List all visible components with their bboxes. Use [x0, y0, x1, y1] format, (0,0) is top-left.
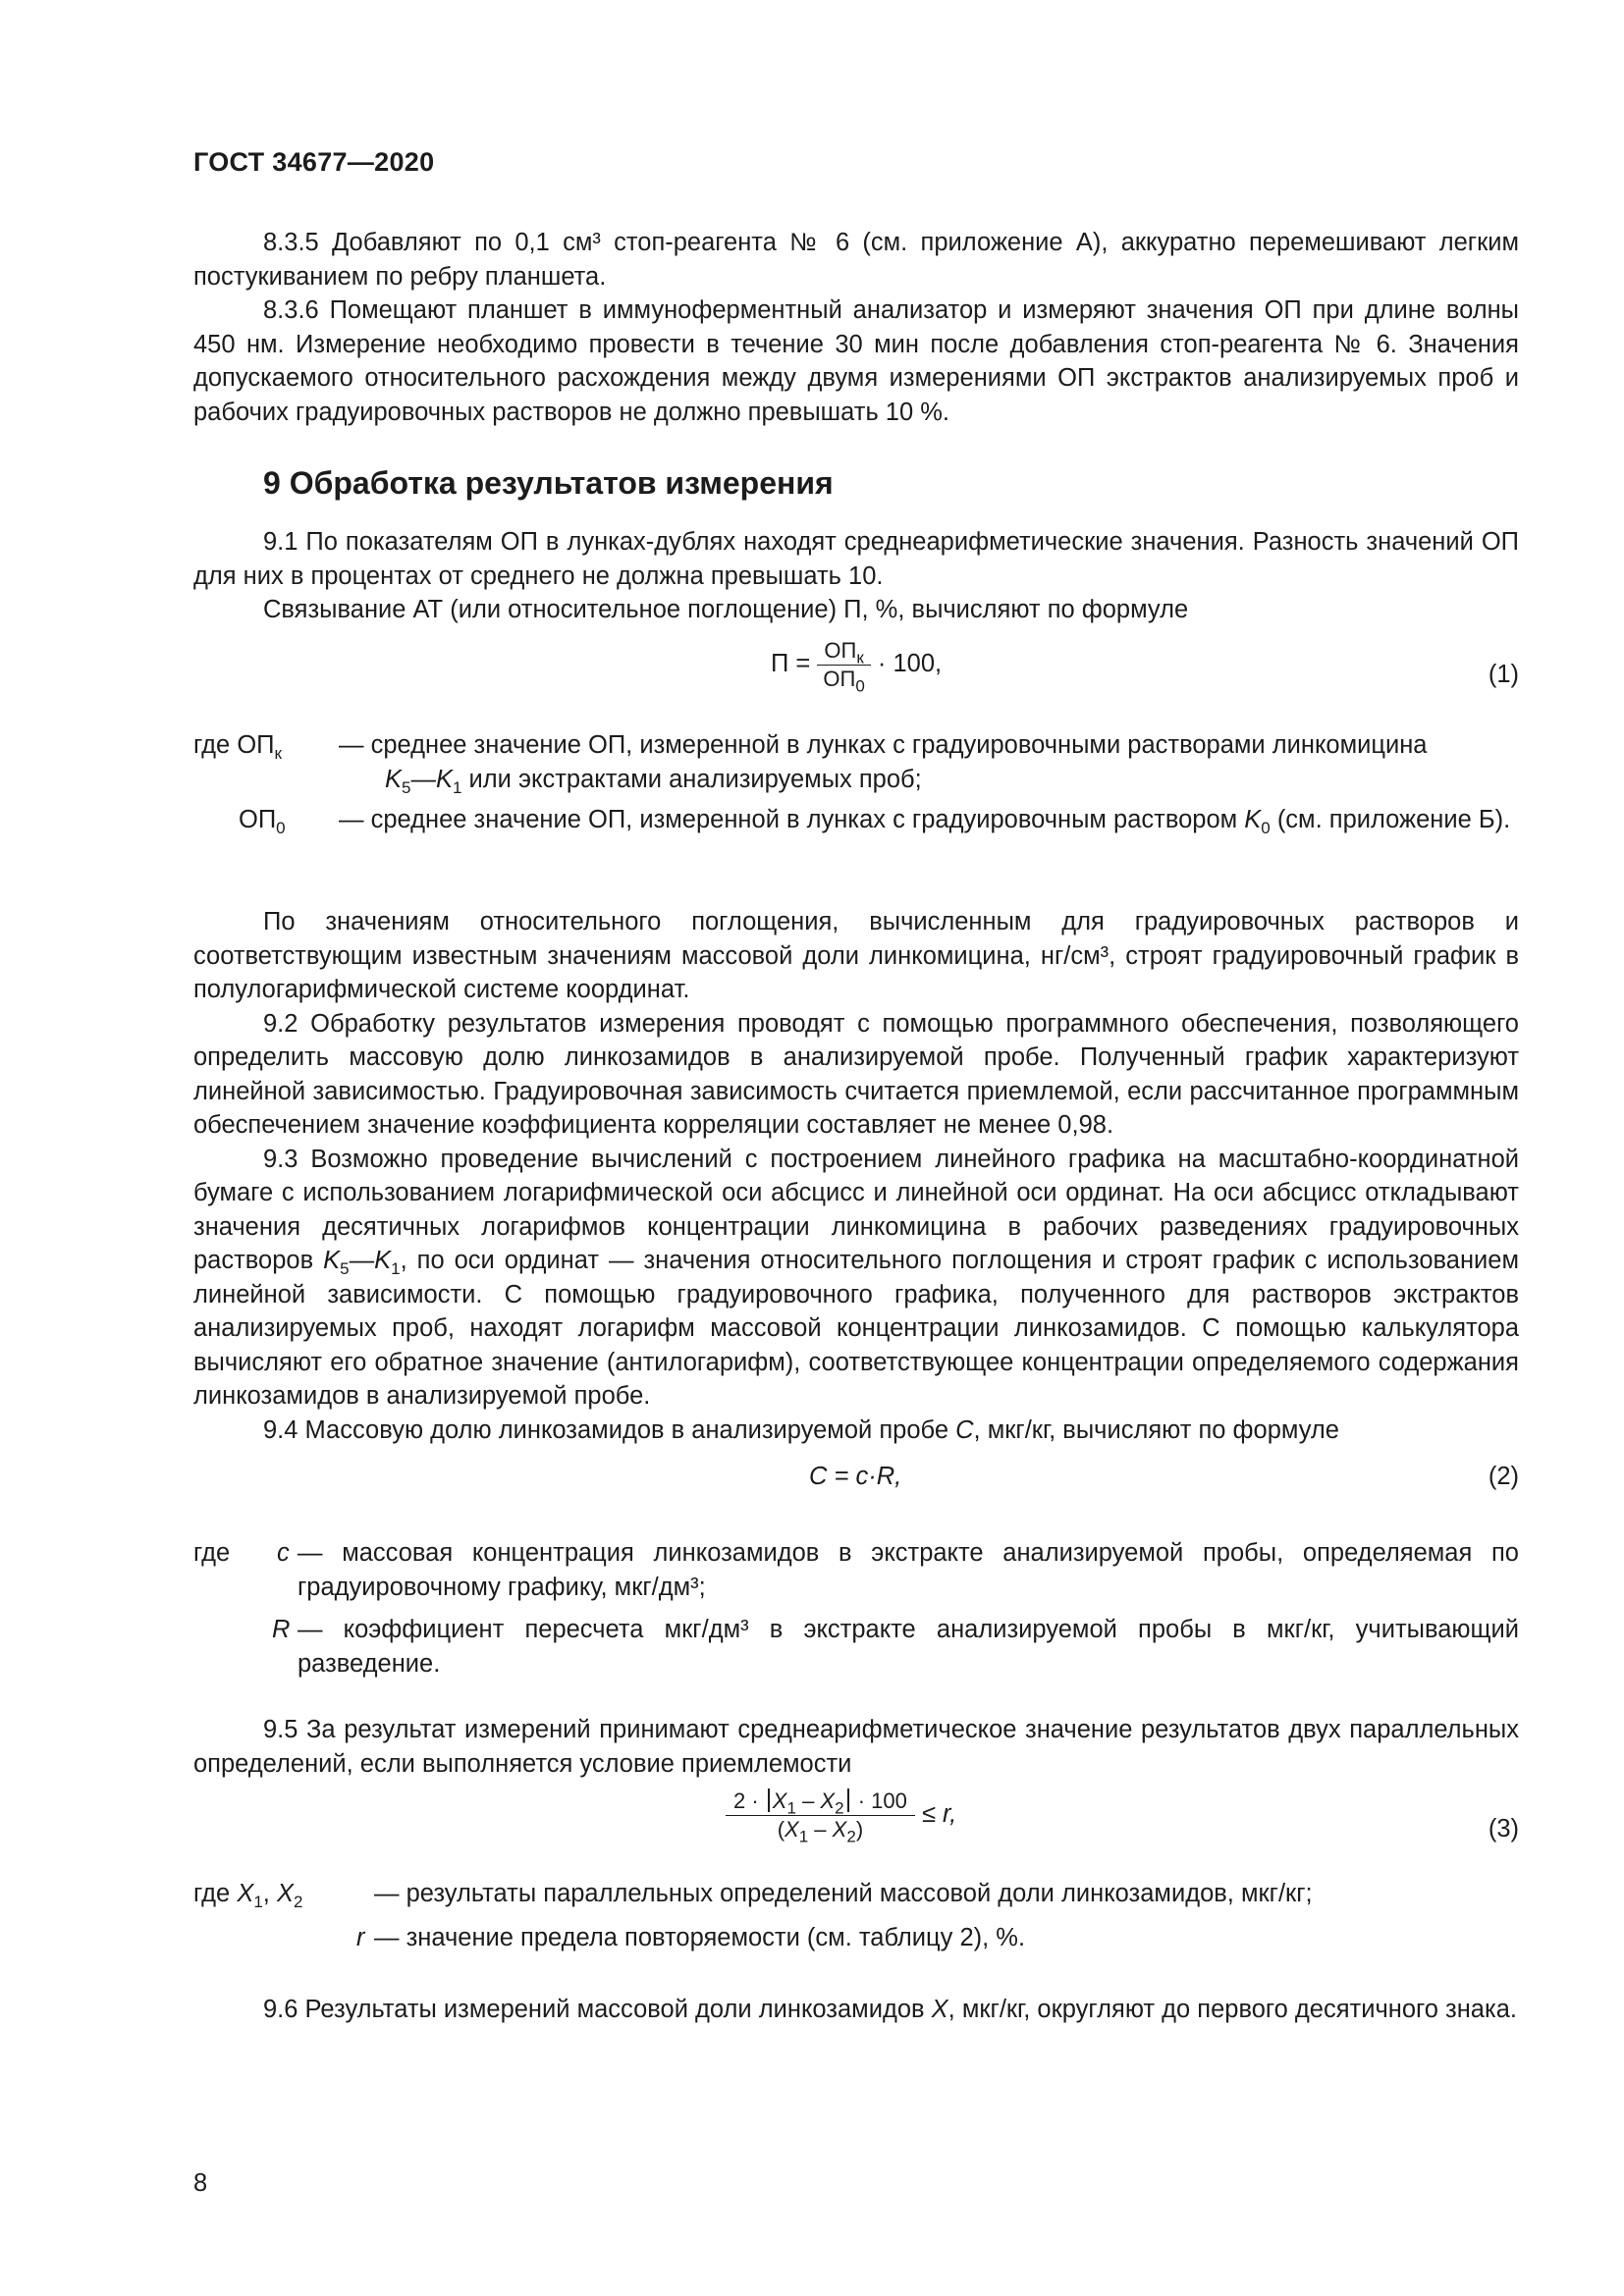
paragraph-9-6: [193, 1993, 1519, 2027]
abs-bar: [768, 1789, 770, 1812]
paragraph-9-4-text: 9.4 Массовую долю линкозамидов в анализируемой пробе: [263, 1415, 956, 1444]
paragraph-9-1-formula-intro: Связывание АТ (или относительное поглощение) П, %, вычисляют по формуле: [263, 596, 1189, 623]
formula-3-text: (: [777, 1817, 785, 1842]
definition-text: (см. приложение Б).: [1270, 806, 1511, 833]
definition-op-0: [193, 803, 1519, 872]
definition-text: — среднее значение ОП, измеренной в лунках с градуировочными растворами линкомицина: [339, 731, 1428, 759]
paragraph-9-3: [193, 1143, 1519, 1414]
paragraph-9-6-text: , мкг/кг, округляют до первого десятичного знака.: [947, 1996, 1517, 2023]
where-label: где: [193, 1880, 231, 1907]
definition-text: — значение предела повторяемости (см. таблицу 2), %.: [374, 1924, 1026, 1951]
formula-3-text: –: [795, 1789, 821, 1813]
formula-1-numerator: ОП: [824, 638, 857, 663]
symbol-sub: 1: [786, 1798, 796, 1818]
symbol-sub: 2: [846, 1827, 856, 1846]
symbol-k: K: [323, 1247, 341, 1274]
symbol-sub: 1: [453, 777, 462, 797]
page-header: ГОСТ 34677—2020: [193, 147, 435, 177]
definition-r-limit: [193, 1921, 1519, 1956]
definition-text: — массовая концентрация линкозамидов в экстракте анализируемой пробы, определяемая по градуировочному графику, мкг/дм³;: [298, 1539, 1519, 1601]
symbol-x: X: [237, 1880, 254, 1907]
symbol-sub: 0: [1261, 819, 1271, 838]
definition-term: ,: [262, 1880, 277, 1907]
definition-term: r: [356, 1924, 365, 1951]
formula-2: [193, 1460, 1519, 1528]
paragraph-9-3-text: , по оси ординат — значения относительного поглощения и строят график с использованием линейной зависимости. С помощью градуировочного графика, полученного для растворов экстрактов анализируемых проб, находят логарифм массовой концентрации линкозамидов. С помощью калькулятора вычисляют его обратное значение (антилогарифм), соответствующее концентрации определяемого содержания линкозамидов в анализируемой пробе.: [193, 1247, 1519, 1410]
definition-text: — среднее значение ОП, измеренной в лунках с градуировочным раствором: [339, 806, 1245, 833]
paragraph-9-2: 9.2 Обработку результатов измерения проводят с помощью программного обеспечения, позволяющего определить массовую долю линкозамидов в анализируемой пробе. Полученный график характеризуют линейной зависимостью. Градуировочная зависимость считается приемлемой, если рассчитанное программным обеспечением значение коэффициента корреляции составляет не менее 0,98.: [193, 1009, 1519, 1139]
definition-r: [193, 1613, 1519, 1682]
definition-term: ОП: [239, 806, 277, 833]
formula-2-expression: C = c·R,: [809, 1463, 902, 1490]
paragraph-graph: По значениям относительного поглощения, вычисленным для градуировочных растворов и соответствующим известным значениям массовой доли линкомицина, нг/см³, строят градуировочный график в полулогарифмической системе координат.: [193, 908, 1519, 1003]
paragraph-9-3-text: 9.3 Возможно проведение вычислений с построением линейного графика на масштабно-координатной бумаге с использованием логарифмической оси абсцисс и линейной оси ординат. На оси абсцисс откладывают значения десятичных логарифмов концентрации линкомицина в рабочих разведениях градуировочных растворов: [193, 1145, 1519, 1274]
section-8-3-5-8-3-6: [193, 226, 1519, 429]
symbol-x: X: [772, 1789, 787, 1813]
symbol-x: X: [820, 1789, 836, 1813]
section-9-title: 9 Обработка результатов измерения: [263, 465, 834, 501]
paragraph-9-4: [193, 1414, 1519, 1448]
symbol-x: X: [276, 1880, 294, 1907]
formula-1-fraction: [817, 638, 870, 696]
paragraph-9-5: 9.5 За результат измерений принимают среднеарифметическое значение результатов двух параллельных определений, если выполняется условие приемлемости: [193, 1716, 1519, 1778]
paragraph-9-6-text: 9.6 Результаты измерений массовой доли линкозамидов: [263, 1996, 932, 2023]
definition-term: ОП: [237, 731, 275, 759]
symbol-sub: 2: [293, 1893, 303, 1912]
abs-bar: [847, 1789, 849, 1812]
paragraph-9-1: 9.1 По показателям ОП в лунках-дублях находят среднеарифметические значения. Разность значений ОП для них в процентах от среднего не должна превышать 10.: [193, 528, 1519, 590]
formula-3-tail: ≤ r,: [921, 1800, 957, 1829]
definition-text: или экстрактами анализируемых проб;: [461, 765, 922, 793]
symbol-x: X: [785, 1817, 799, 1842]
formula-1: [193, 638, 1519, 707]
paragraph-8-3-5: 8.3.5 Добавляют по 0,1 см³ стоп-реагента № 6 (см. приложение А), аккуратно перемешивают легким постукиванием по ребру планшета.: [193, 229, 1519, 291]
symbol-sub: 1: [798, 1827, 809, 1846]
formula-3-text: · 100: [851, 1789, 907, 1813]
definition-op-k: [193, 728, 1519, 797]
symbol-sub: 1: [391, 1259, 401, 1279]
formula-3-text: ): [855, 1817, 864, 1842]
paragraph-9-4-text: , мкг/кг, вычисляют по формуле: [973, 1415, 1339, 1444]
paragraph-8-3-6: 8.3.6 Помещают планшет в иммуноферментный анализатор и измеряют значения ОП при длине волны 450 нм. Измерение необходимо провести в течение 30 мин после добавления стоп-реагента № 6. Значения допускаемого относительного расхождения между двумя измерениями ОП экстрактов анализируемых проб и рабочих градуировочных растворов не должно превышать 10 %.: [193, 296, 1519, 426]
symbol-sub: 2: [835, 1798, 844, 1818]
where-label: где: [193, 731, 231, 759]
definition-text: — результаты параллельных определений массовой доли линкозамидов, мкг/кг;: [374, 1880, 1313, 1907]
symbol-c: C: [955, 1415, 974, 1444]
section-9-1: [193, 525, 1519, 627]
definition-term-sub: к: [274, 744, 282, 764]
formula-1-denominator-sub: 0: [855, 676, 865, 696]
formula-1-numerator-sub: к: [856, 648, 864, 667]
symbol-k: —K: [349, 1247, 392, 1274]
formula-2-number: (2): [1488, 1463, 1519, 1490]
section-9-1-graph: [193, 905, 1519, 1447]
formula-1-lhs: П =: [771, 650, 811, 678]
symbol-sub: 5: [402, 777, 411, 797]
symbol-k: K: [385, 765, 403, 793]
symbol-k: K: [1244, 806, 1262, 833]
definition-term-sub: 0: [276, 819, 286, 838]
symbol-x: X: [832, 1817, 847, 1842]
definition-c: [193, 1536, 1519, 1605]
section-9-5: [193, 1713, 1519, 1781]
formula-1-number: (1): [1488, 661, 1519, 688]
document-page: [193, 0, 1519, 2296]
definition-term: R: [272, 1616, 291, 1643]
formula-3-text: 2 ·: [733, 1789, 765, 1813]
where-label: где: [193, 1539, 231, 1567]
formula-3-number: (3): [1488, 1815, 1519, 1842]
page-number: 8: [193, 2169, 208, 2197]
definition-x1-x2: [193, 1877, 1519, 1912]
formula-3-text: –: [808, 1817, 833, 1842]
symbol-x: X: [931, 1996, 948, 2023]
definition-text: — коэффициент пересчета мкг/дм³ в экстракте анализируемой пробы в мкг/кг, учитывающий разведение.: [298, 1616, 1519, 1678]
formula-1-denominator: ОП: [823, 667, 856, 691]
symbol-k: —K: [410, 765, 453, 793]
formula-1-tail: · 100,: [877, 650, 943, 678]
formula-3-fraction: [726, 1789, 915, 1846]
symbol-sub: 5: [340, 1259, 350, 1279]
section-9-6: [193, 1993, 1519, 2027]
formula-3: [193, 1789, 1519, 1857]
definition-term: c: [277, 1539, 290, 1567]
symbol-sub: 1: [253, 1893, 263, 1912]
